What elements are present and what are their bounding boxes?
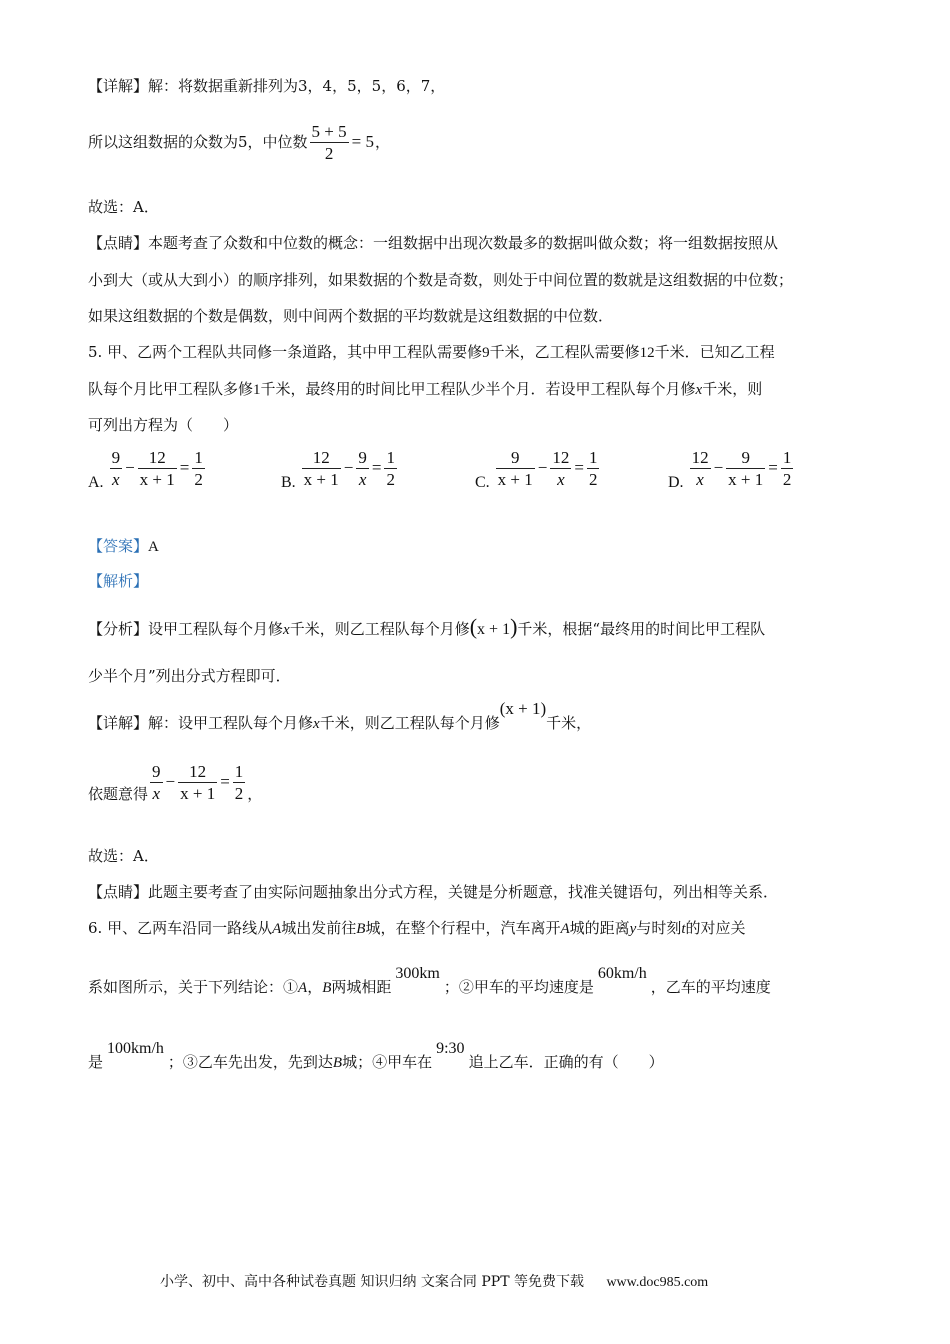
question-6-line-3: 是100km/h；③乙车先出发，先到达B城；④甲车在9:30追上乙车．正确的有（ ） [88, 1040, 664, 1071]
footer-text: 小学、初中、高中各种试卷真题 知识归纳 文案合同 PPT 等免费下载 [160, 1274, 584, 1290]
detail-paragraph-1 [88, 76, 445, 96]
option-a[interactable]: A. $\frac{9}{x}$ − $\frac{12}{x + 1}$ = $\frac{1}{2}$ [88, 448, 203, 492]
answer-value: A [148, 539, 159, 555]
comment-1-line-1: 【点睛】本题考查了众数和中位数的概念：一组数据中出现次数最多的数据叫做众数；将一组数据按照从 [88, 234, 779, 252]
mode-median-prefix: 所以这组数据的众数为5，中位数 [88, 133, 308, 151]
comment-2-line: 【点睛】此题主要考查了由实际问题抽象出分式方程，关键是分析题意，找准关键语句，列出相等关系． [88, 883, 779, 901]
comment-1-line-3: 如果这组数据的个数是偶数，则中间两个数据的平均数就是这组数据的中位数． [88, 307, 614, 325]
median-fraction: $\frac{5 + 5}{2}$ [311, 121, 347, 163]
mode-median-line: 所以这组数据的众数为5，中位数 $\frac{5 + 5}{2}$ = 5， [88, 121, 390, 163]
analysis-line-2: 少半个月”列出分式方程即可． [88, 667, 291, 685]
detail-text: 解：将数据重新排列为3，4，5，5，6，7， [148, 77, 446, 95]
option-c[interactable]: C. $\frac{9}{x + 1}$ − $\frac{12}{x}$ = $\frac{1}{2}$ [475, 448, 598, 492]
option-b[interactable]: B. $\frac{12}{x + 1}$ − $\frac{9}{x}$ = $\frac{1}{2}$ [281, 448, 395, 492]
median-result: = 5 [351, 132, 374, 151]
comment-1-line-2: 小到大（或从大到小）的顺序排列，如果数据的个数是奇数，则处于中间位置的数就是这组数据的中位数； [88, 271, 794, 289]
choose-line-1: 故选：A． [88, 198, 159, 216]
detail-2-equation: 依题意得 $\frac{9}{x}$ − $\frac{12}{x + 1}$ = $\frac{1}{2}$ ， [88, 761, 263, 803]
question-6-line-2: 系如图所示，关于下列结论：①A，B两城相距300km；②甲车的平均速度是60km/h，乙车的平均速度 [88, 965, 771, 996]
analysis-label: 【解析】 [88, 572, 149, 590]
detail-label: 【详解】 [88, 77, 149, 95]
choose-line-2: 故选：A． [88, 847, 159, 865]
option-d[interactable]: D. $\frac{12}{x}$ − $\frac{9}{x + 1}$ = $\frac{1}{2}$ [668, 448, 792, 492]
footer-url[interactable]: www.doc985.com [606, 1275, 709, 1290]
detail-2-line-1: 【详解】解：设甲工程队每个月修x千米，则乙工程队每个月修(x + 1)千米， [88, 699, 592, 732]
question-5-line-2: 队每个月比甲工程队多修1千米，最终用的时间比甲工程队少半个月．若设甲工程队每个月修x千米，则 [88, 380, 763, 398]
comment-label: 【点睛】 [88, 234, 149, 252]
question-5-line-1: 5. 甲、乙两个工程队共同修一条道路，其中甲工程队需要修9千米，乙工程队需要修12千米．已知乙工程 [88, 343, 775, 361]
page-footer [160, 1271, 708, 1291]
answer-label: 【答案】 [88, 537, 149, 555]
question-6-line-1: 6. 甲、乙两车沿同一路线从A城出发前往B城，在整个行程中，汽车离开A城的距离y与时刻t的对应关 [88, 919, 746, 937]
question-5-line-3: 可列出方程为（ ） [88, 416, 239, 434]
analysis-line-1: 【分析】设甲工程队每个月修x千米，则乙工程队每个月修(x + 1)千米，根据“最终用的时间比甲工程队 [88, 614, 766, 639]
answer-line [88, 536, 159, 557]
